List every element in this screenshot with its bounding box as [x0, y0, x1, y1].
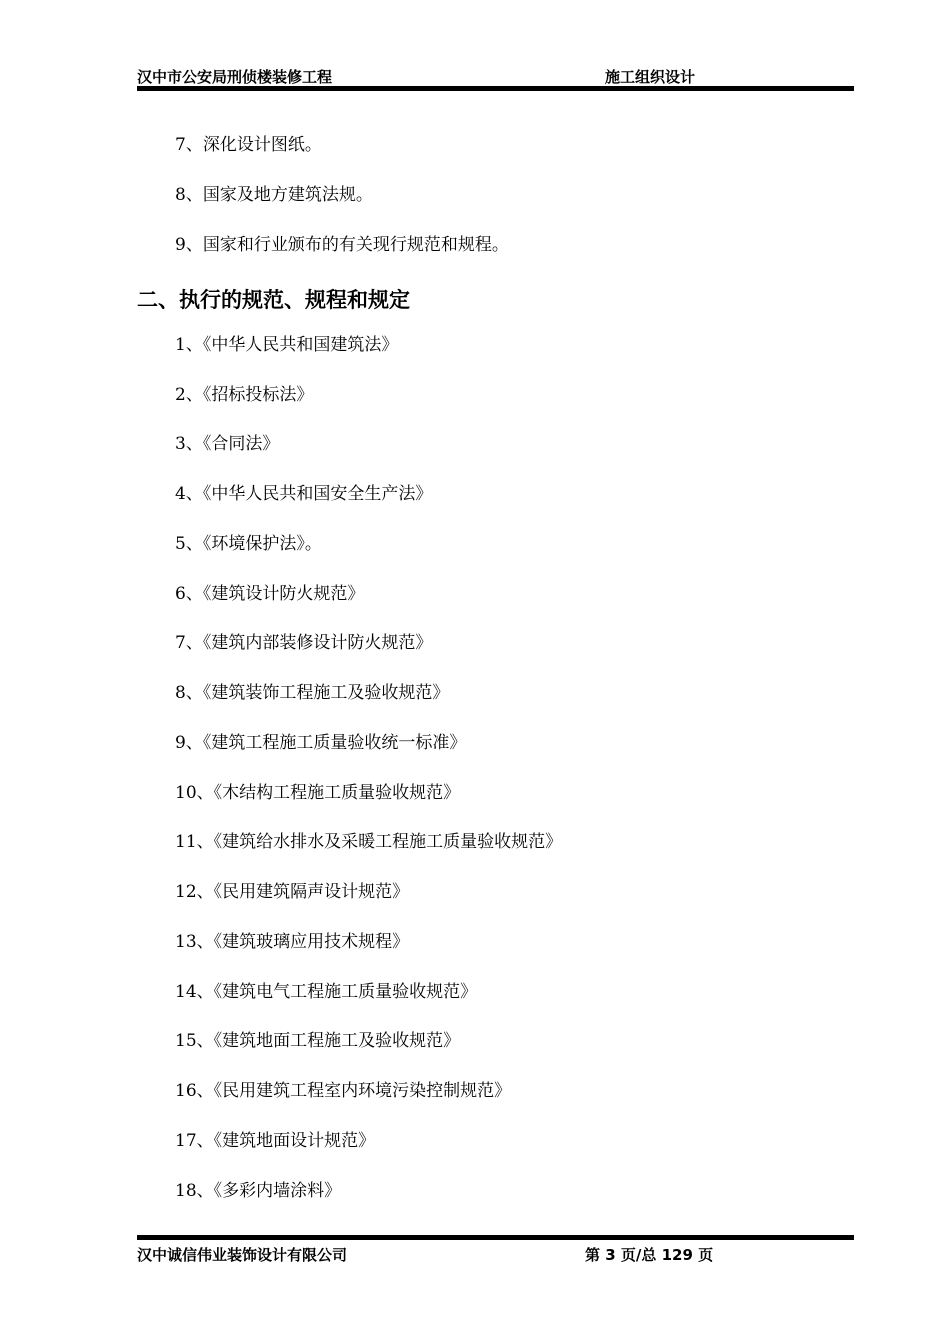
standard-item: 8、《建筑装饰工程施工及验收规范》: [175, 683, 450, 703]
standard-item: 17、《建筑地面设计规范》: [175, 1131, 376, 1151]
footer-page-number: 第 3 页/总 129 页: [585, 1246, 714, 1264]
standard-item: 18、《多彩内墙涂料》: [175, 1181, 342, 1201]
standard-item: 14、《建筑电气工程施工质量验收规范》: [175, 982, 478, 1002]
header-document-type: 施工组织设计: [605, 68, 696, 86]
standard-item: 4、《中华人民共和国安全生产法》: [175, 484, 433, 504]
standard-item: 13、《建筑玻璃应用技术规程》: [175, 932, 410, 952]
standard-item: 10、《木结构工程施工质量验收规范》: [175, 783, 461, 803]
standard-item: 1、《中华人民共和国建筑法》: [175, 335, 399, 355]
page-footer: [137, 1244, 854, 1266]
footer-rule: [137, 1235, 854, 1240]
standard-item: 15、《建筑地面工程施工及验收规范》: [175, 1031, 461, 1051]
standard-item: 16、《民用建筑工程室内环境污染控制规范》: [175, 1081, 512, 1101]
standard-item: 7、《建筑内部装修设计防火规范》: [175, 633, 433, 653]
page-header: [137, 64, 854, 86]
basis-item: 7、深化设计图纸。: [175, 135, 322, 155]
standard-item: 9、《建筑工程施工质量验收统一标准》: [175, 733, 467, 753]
header-rule: [137, 86, 854, 91]
header-project-title: 汉中市公安局刑侦楼装修工程: [137, 68, 333, 86]
basis-item: 8、国家及地方建筑法规。: [175, 185, 373, 205]
standard-item: 6、《建筑设计防火规范》: [175, 584, 365, 604]
standard-item: 12、《民用建筑隔声设计规范》: [175, 882, 410, 902]
basis-item: 9、国家和行业颁布的有关现行规范和规程。: [175, 235, 509, 255]
footer-company: 汉中诚信伟业装饰设计有限公司: [137, 1246, 348, 1264]
standard-item: 5、《环境保护法》。: [175, 534, 322, 554]
standard-item: 11、《建筑给水排水及采暖工程施工质量验收规范》: [175, 832, 563, 852]
standard-item: 2、《招标投标法》: [175, 385, 314, 405]
section-heading: 二、执行的规范、规程和规定: [137, 288, 410, 312]
standard-item: 3、《合同法》: [175, 434, 280, 454]
